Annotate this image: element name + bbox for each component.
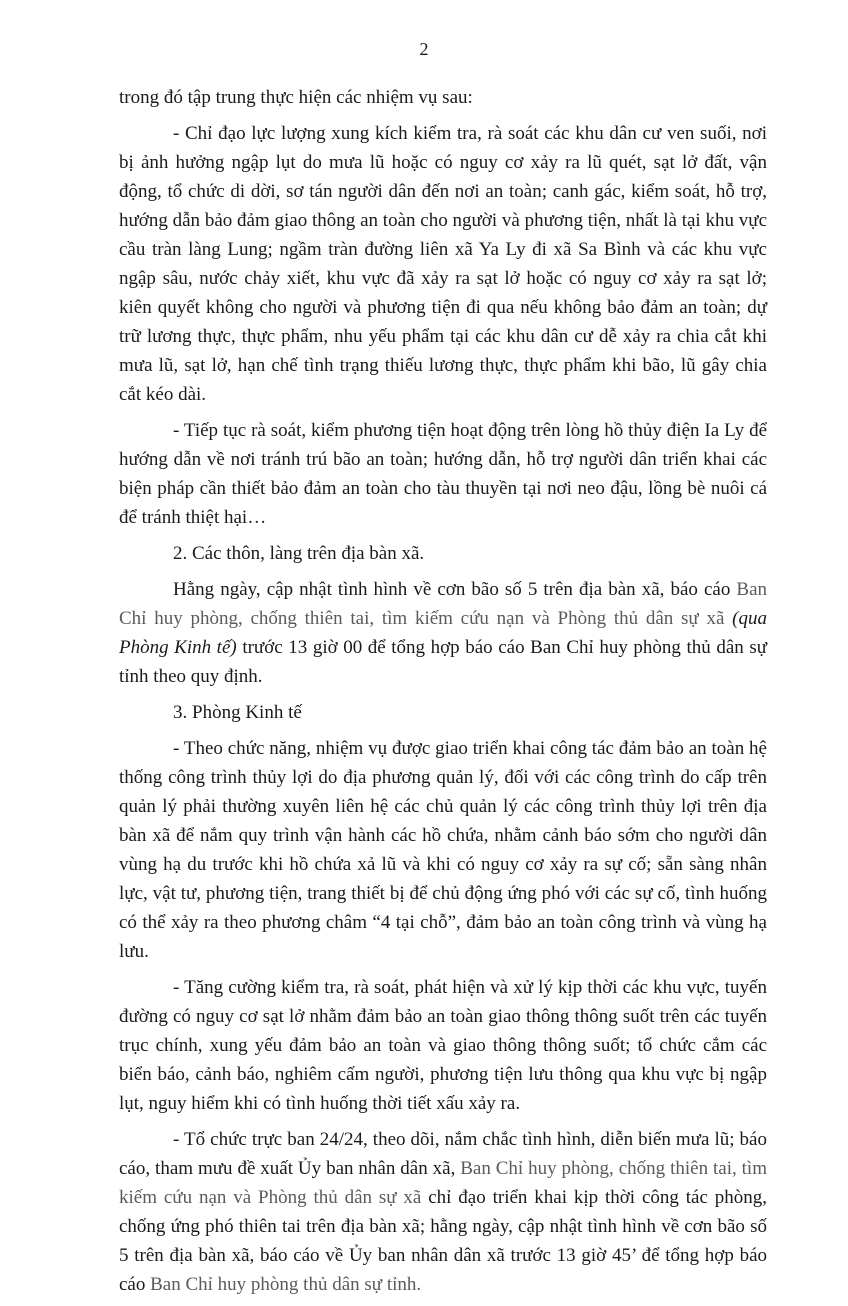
committee-name: Ban Chỉ huy phòng, chống thiên tai, tìm kiếm cứu nạn và Phòng thủ dân sự xã — [119, 1158, 767, 1208]
section-heading-villages: 2. Các thôn, làng trên địa bàn xã. — [173, 543, 425, 564]
paragraph-text: chỉ đạo triển khai kịp thời công tác phòng, chống ứng phó thiên tai trên địa bàn xã; hằng ngày, cập nhật tình hình về cơn bão số 5 trên địa bàn xã, báo cáo về Ủy ban nhân dân xã trước 13 giờ 45’ để tổng hợp báo cáo — [119, 1187, 767, 1295]
paragraph-task-2: - Tiếp tục rà soát, kiểm phương tiện hoạt động trên lòng hồ thủy điện Ia Ly để hướng dẫn về nơi tránh trú bão an toàn; hướng dẫn, hỗ trợ người dân triển khai các biện pháp cần thiết bảo đảm an toàn cho tàu thuyền tại nơi neo đậu, lồng bè nuôi cá để tránh thiệt hại… — [119, 420, 767, 528]
committee-name: Ban Chỉ huy phòng thủ dân sự tỉnh. — [150, 1274, 422, 1295]
committee-name: Ban Chỉ huy phòng, chống thiên tai, tìm kiếm cứu nạn và Phòng thủ dân sự xã — [119, 579, 767, 629]
paragraph-intro: trong đó tập trung thực hiện các nhiệm vụ sau: — [119, 87, 473, 108]
paragraph-economy-1: - Theo chức năng, nhiệm vụ được giao triển khai công tác đảm bảo an toàn hệ thống công trình thủy lợi do địa phương quản lý, đối với các công trình do cấp trên quản lý phải thường xuyên liên hệ các chủ quản lý các công trình thủy lợi trên địa bàn xã để nắm quy trình vận hành các hồ chứa, nhằm cảnh báo sớm cho người dân vùng hạ du trước khi hồ chứa xả lũ và khi có nguy cơ xảy ra sự cố; sẵn sàng nhân lực, vật tư, phương tiện, trang thiết bị để chủ động ứng phó với các sự cố, tình huống có thể xảy ra theo phương châm “4 tại chỗ”, đảm bảo an toàn công trình và vùng hạ lưu. — [119, 738, 767, 962]
paragraph-task-1: - Chỉ đạo lực lượng xung kích kiểm tra, rà soát các khu dân cư ven suối, nơi bị ảnh hưởng ngập lụt do mưa lũ hoặc có nguy cơ xảy ra lũ quét, sạt lở đất, vận động, tổ chức di dời, sơ tán người dân đến nơi an toàn; canh gác, kiểm soát, hỗ trợ, hướng dẫn bảo đảm giao thông an toàn cho người và phương tiện, nhất là tại khu vực cầu tràn làng Lung; ngầm tràn đường liên xã Ya Ly đi xã Sa Bình và các khu vực ngập sâu, nước chảy xiết, khu vực đã xảy ra sạt lở hoặc có nguy cơ xảy ra sạt lở; kiên quyết không cho người và phương tiện đi qua nếu không bảo đảm an toàn; dự trữ lương thực, thực phẩm, nhu yếu phẩm tại các khu dân cư dễ xảy ra chia cắt khi mưa lũ, sạt lở, hạn chế tình trạng thiếu lương thực, thực phẩm khi bão, lũ gây chia cắt kéo dài. — [119, 123, 767, 405]
paragraph-text: - Tổ chức trực ban 24/24, theo dõi, nắm chắc tình hình, diễn biến mưa lũ; báo cáo, tham mưu đề xuất Ủy ban nhân dân xã, — [119, 1129, 767, 1179]
section-heading-economy: 3. Phòng Kinh tế — [173, 702, 302, 723]
paragraph-villages — [119, 575, 767, 691]
paragraph-text: Hằng ngày, cập nhật tình hình về cơn bão số 5 trên địa bàn xã, báo cáo — [173, 579, 731, 600]
page-number: 2 — [419, 39, 429, 59]
paragraph-economy-3 — [119, 1125, 767, 1299]
paragraph-text: trước 13 giờ 00 để tổng hợp báo cáo Ban Chỉ huy phòng thủ dân sự tỉnh theo quy định. — [119, 637, 768, 687]
via-department-note: (qua Phòng Kinh tế) — [119, 608, 767, 658]
paragraph-economy-2: - Tăng cường kiểm tra, rà soát, phát hiện và xử lý kịp thời các khu vực, tuyến đường có nguy cơ sạt lở nhằm đảm bảo an toàn giao thông thông suốt trên các tuyến trục chính, xung yếu đảm bảo an toàn và giao thông thông suốt; tổ chức cắm các biển báo, cảnh báo, nghiêm cấm người, phương tiện lưu thông qua khu vực bị ngập lụt, nguy hiểm khi có tình huống thời tiết xấu xảy ra. — [119, 977, 767, 1114]
document-body — [119, 83, 767, 1306]
